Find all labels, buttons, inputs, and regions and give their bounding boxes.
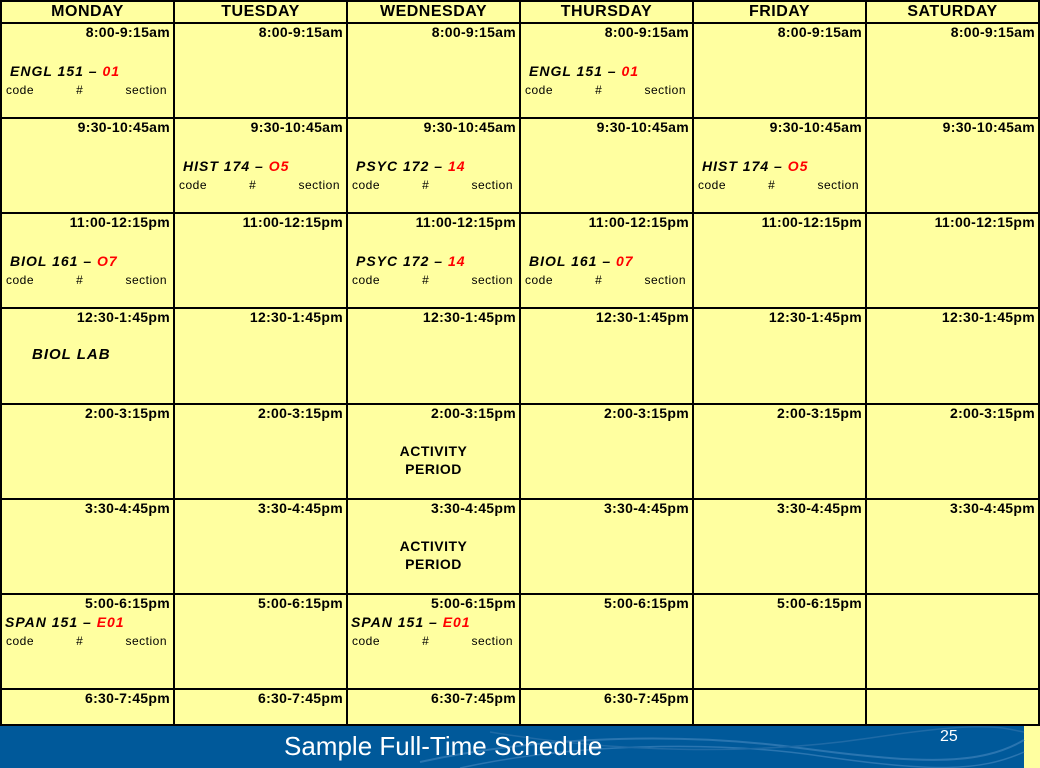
course-field-labels <box>694 174 865 192</box>
schedule-cell-tuesday <box>174 499 347 594</box>
schedule-body <box>1 23 1039 725</box>
schedule-cell-thursday <box>520 404 693 499</box>
schedule-cell-friday <box>693 118 866 213</box>
cell-content <box>348 309 519 402</box>
time-slot-row <box>1 404 1039 499</box>
course-code: HIST 174 <box>702 158 770 175</box>
course-code: ENGL 151 <box>529 63 603 79</box>
cell-content <box>867 309 1038 402</box>
course-section: O7 <box>97 253 118 270</box>
day-header-friday: FRIDAY <box>693 1 866 23</box>
schedule-cell-friday <box>693 23 866 118</box>
schedule-cell-tuesday <box>174 23 347 118</box>
cell-content <box>175 24 346 117</box>
cell-content <box>2 119 173 212</box>
label-code: code <box>525 273 554 288</box>
time-slot: 9:30-10:45am <box>769 119 862 136</box>
label-number: # <box>76 273 84 288</box>
label-code: code <box>352 273 381 288</box>
course-entry: HIST 174 – O5 <box>702 158 809 175</box>
schedule-cell-saturday <box>866 404 1039 499</box>
cell-content <box>694 500 865 593</box>
course-section: E01 <box>442 613 471 630</box>
schedule-cell-tuesday <box>174 689 347 725</box>
schedule-cell-saturday <box>866 499 1039 594</box>
time-slot: 5:00-6:15pm <box>603 594 689 611</box>
time-slot: 9:30-10:45am <box>250 119 343 136</box>
time-slot: 12:30-1:45pm <box>422 309 516 326</box>
cell-content <box>175 500 346 593</box>
time-slot: 5:00-6:15pm <box>430 594 516 611</box>
cell-content <box>521 309 692 402</box>
cell-content <box>2 405 173 498</box>
time-slot: 11:00-12:15pm <box>588 214 689 231</box>
schedule-cell-saturday <box>866 213 1039 308</box>
cell-content <box>348 690 519 724</box>
course-entry: BIOL 161 – 07 <box>529 253 634 270</box>
label-code: code <box>525 83 554 97</box>
time-slot: 2:00-3:15pm <box>949 404 1035 421</box>
day-header-tuesday: TUESDAY <box>174 1 347 23</box>
cell-content <box>867 24 1038 117</box>
course-field-labels <box>2 630 173 648</box>
time-slot: 9:30-10:45am <box>596 119 689 136</box>
cell-content <box>175 309 346 402</box>
course-field-labels <box>2 269 173 287</box>
time-slot: 2:00-3:15pm <box>257 404 343 421</box>
course-entry: SPAN 151 – E01 <box>351 613 471 630</box>
time-slot: 12:30-1:45pm <box>941 309 1035 326</box>
course-code: PSYC 172 <box>356 253 430 270</box>
time-slot-row <box>1 213 1039 308</box>
time-slot: 9:30-10:45am <box>942 119 1035 136</box>
schedule-cell-friday <box>693 213 866 308</box>
cell-content <box>348 24 519 117</box>
cell-content <box>521 24 692 117</box>
course-code: SPAN 151 <box>5 613 79 630</box>
course-field-labels <box>2 79 173 97</box>
course-entry: SPAN 151 – E01 <box>5 613 125 630</box>
time-slot: 8:00-9:15am <box>258 24 343 40</box>
page-number: 25 <box>940 728 958 745</box>
label-section: section <box>298 178 340 193</box>
time-slot: 12:30-1:45pm <box>595 309 689 326</box>
schedule-cell-wednesday <box>347 118 520 213</box>
label-number: # <box>76 633 84 648</box>
time-slot: 6:30-7:45pm <box>603 689 689 706</box>
schedule-cell-friday <box>693 594 866 689</box>
time-slot: 12:30-1:45pm <box>76 309 170 326</box>
footer-title: Sample Full-Time Schedule <box>284 731 603 761</box>
time-slot: 6:30-7:45pm <box>257 689 343 706</box>
course-entry: ENGL 151 – 01 <box>529 63 640 79</box>
time-slot: 11:00-12:15pm <box>242 214 343 231</box>
schedule-cell-saturday <box>866 118 1039 213</box>
cell-content <box>867 405 1038 498</box>
label-code: code <box>179 178 208 193</box>
cell-content <box>694 690 865 724</box>
schedule-cell-saturday <box>866 594 1039 689</box>
cell-content <box>867 500 1038 593</box>
time-slot-row <box>1 594 1039 689</box>
cell-content <box>694 405 865 498</box>
schedule-cell-tuesday <box>174 594 347 689</box>
label-number: # <box>422 633 430 648</box>
schedule-cell-wednesday <box>347 213 520 308</box>
schedule-cell-wednesday <box>347 499 520 594</box>
label-section: section <box>644 83 686 97</box>
label-number: # <box>595 83 603 97</box>
cell-content <box>694 119 865 212</box>
cell-content <box>2 309 173 402</box>
schedule-cell-wednesday <box>347 689 520 725</box>
schedule-cell-monday <box>1 213 174 308</box>
course-field-labels <box>175 174 346 192</box>
time-slot: 12:30-1:45pm <box>249 309 343 326</box>
course-entry: PSYC 172 – 14 <box>356 158 466 175</box>
cell-content <box>175 214 346 307</box>
activity-period <box>348 537 519 573</box>
day-header-saturday: SATURDAY <box>866 1 1039 23</box>
day-header-thursday: THURSDAY <box>520 1 693 23</box>
course-field-labels <box>348 630 519 648</box>
schedule-cell-friday <box>693 404 866 499</box>
time-slot: 11:00-12:15pm <box>415 214 516 231</box>
time-slot: 8:00-9:15am <box>604 24 689 40</box>
cell-content <box>2 690 173 724</box>
label-section: section <box>817 178 859 193</box>
time-slot: 6:30-7:45pm <box>84 689 170 706</box>
course-field-labels <box>521 269 692 287</box>
cell-content <box>867 595 1038 688</box>
time-slot: 3:30-4:45pm <box>776 499 862 516</box>
lab-entry: BIOL LAB <box>32 346 111 364</box>
cell-content <box>175 690 346 724</box>
cell-content <box>867 214 1038 307</box>
footer-bar <box>0 726 1024 768</box>
schedule-cell-thursday <box>520 118 693 213</box>
time-slot-row <box>1 308 1039 403</box>
time-slot-row <box>1 689 1039 725</box>
schedule-cell-monday <box>1 118 174 213</box>
cell-content <box>348 500 519 593</box>
schedule-cell-thursday <box>520 308 693 403</box>
course-code: PSYC 172 <box>356 158 430 175</box>
activity-line: PERIOD <box>405 555 462 572</box>
label-section: section <box>125 83 167 97</box>
label-code: code <box>352 178 381 193</box>
time-slot: 11:00-12:15pm <box>69 214 170 231</box>
time-slot: 6:30-7:45pm <box>430 689 516 706</box>
label-number: # <box>595 273 603 288</box>
schedule-cell-monday <box>1 499 174 594</box>
cell-content <box>521 690 692 724</box>
day-header-row <box>1 1 1039 23</box>
course-field-labels <box>348 269 519 287</box>
cell-content <box>521 595 692 688</box>
label-section: section <box>125 633 167 648</box>
cell-content <box>2 24 173 117</box>
course-field-labels <box>348 174 519 192</box>
time-slot: 11:00-12:15pm <box>761 214 862 231</box>
time-slot: 8:00-9:15am <box>950 24 1035 40</box>
cell-content <box>175 405 346 498</box>
label-code: code <box>352 633 381 648</box>
time-slot: 3:30-4:45pm <box>84 499 170 516</box>
course-section: 07 <box>616 253 634 270</box>
time-slot: 3:30-4:45pm <box>603 499 689 516</box>
label-section: section <box>471 633 513 648</box>
schedule-cell-wednesday <box>347 23 520 118</box>
label-code: code <box>6 273 35 288</box>
time-slot: 2:00-3:15pm <box>603 404 689 421</box>
course-section: 14 <box>447 158 466 175</box>
schedule-cell-thursday <box>520 594 693 689</box>
time-slot-row <box>1 23 1039 118</box>
course-section: 01 <box>102 63 121 79</box>
course-code: SPAN 151 <box>351 613 425 630</box>
schedule-cell-wednesday <box>347 594 520 689</box>
time-slot: 2:00-3:15pm <box>84 404 170 421</box>
schedule-cell-friday <box>693 689 866 725</box>
course-section: 14 <box>447 253 466 270</box>
schedule-cell-tuesday <box>174 118 347 213</box>
activity-line: ACTIVITY <box>399 442 468 459</box>
course-section: 01 <box>621 63 640 79</box>
time-slot: 3:30-4:45pm <box>949 499 1035 516</box>
label-section: section <box>125 273 167 288</box>
cell-content <box>348 595 519 688</box>
day-header-monday: MONDAY <box>1 1 174 23</box>
cell-content <box>175 119 346 212</box>
schedule-cell-monday <box>1 23 174 118</box>
course-entry: BIOL 161 – O7 <box>10 253 118 270</box>
cell-content <box>348 214 519 307</box>
activity-line: PERIOD <box>405 460 462 477</box>
course-section: O5 <box>787 158 809 175</box>
course-field-labels <box>521 79 692 97</box>
activity-line: ACTIVITY <box>399 537 468 554</box>
time-slot: 8:00-9:15am <box>431 24 516 40</box>
cell-content <box>694 595 865 688</box>
schedule-cell-saturday <box>866 23 1039 118</box>
cell-content <box>867 119 1038 212</box>
cell-content <box>521 214 692 307</box>
cell-content <box>175 595 346 688</box>
schedule-cell-thursday <box>520 213 693 308</box>
schedule-cell-thursday <box>520 499 693 594</box>
schedule-cell-friday <box>693 308 866 403</box>
cell-content <box>2 214 173 307</box>
schedule-cell-thursday <box>520 689 693 725</box>
schedule-cell-wednesday <box>347 308 520 403</box>
label-number: # <box>768 178 776 193</box>
course-section: E01 <box>96 613 125 630</box>
course-code: ENGL 151 <box>10 63 84 79</box>
label-section: section <box>471 273 513 288</box>
schedule-cell-tuesday <box>174 308 347 403</box>
cell-content <box>348 405 519 498</box>
schedule-cell-monday <box>1 594 174 689</box>
course-entry: PSYC 172 – 14 <box>356 253 466 270</box>
schedule-cell-monday <box>1 404 174 499</box>
time-slot: 3:30-4:45pm <box>257 499 343 516</box>
label-number: # <box>76 83 84 97</box>
label-number: # <box>422 178 430 193</box>
time-slot-row <box>1 118 1039 213</box>
schedule-cell-saturday <box>866 308 1039 403</box>
schedule-cell-monday <box>1 308 174 403</box>
cell-content <box>2 500 173 593</box>
cell-content <box>867 690 1038 724</box>
course-entry: HIST 174 – O5 <box>183 158 290 175</box>
cell-content <box>2 595 173 688</box>
cell-content <box>348 119 519 212</box>
cell-content <box>521 405 692 498</box>
cell-content <box>521 119 692 212</box>
time-slot: 3:30-4:45pm <box>430 499 516 516</box>
label-code: code <box>6 83 35 97</box>
label-code: code <box>6 633 35 648</box>
cell-content <box>694 214 865 307</box>
schedule-cell-tuesday <box>174 213 347 308</box>
time-slot: 9:30-10:45am <box>77 119 170 136</box>
label-section: section <box>471 178 513 193</box>
time-slot: 12:30-1:45pm <box>768 309 862 326</box>
time-slot: 2:00-3:15pm <box>430 404 516 421</box>
day-header-wednesday: WEDNESDAY <box>347 1 520 23</box>
schedule-cell-wednesday <box>347 404 520 499</box>
label-number: # <box>249 178 257 193</box>
time-slot: 8:00-9:15am <box>85 24 170 40</box>
time-slot: 9:30-10:45am <box>423 119 516 136</box>
course-code: BIOL 161 <box>529 253 598 270</box>
time-slot-row <box>1 499 1039 594</box>
course-code: HIST 174 <box>183 158 251 175</box>
course-code: BIOL 161 <box>10 253 79 270</box>
time-slot: 11:00-12:15pm <box>934 214 1035 231</box>
schedule-cell-friday <box>693 499 866 594</box>
schedule-cell-thursday <box>520 23 693 118</box>
course-section: O5 <box>268 158 290 175</box>
course-entry: ENGL 151 – 01 <box>10 63 121 79</box>
activity-period <box>348 442 519 478</box>
time-slot: 8:00-9:15am <box>777 24 862 40</box>
cell-content <box>521 500 692 593</box>
time-slot: 5:00-6:15pm <box>776 594 862 611</box>
time-slot: 5:00-6:15pm <box>84 594 170 611</box>
time-slot: 2:00-3:15pm <box>776 404 862 421</box>
schedule-cell-monday <box>1 689 174 725</box>
time-slot: 5:00-6:15pm <box>257 594 343 611</box>
schedule-cell-saturday <box>866 689 1039 725</box>
cell-content <box>694 24 865 117</box>
cell-content <box>694 309 865 402</box>
label-number: # <box>422 273 430 288</box>
schedule-cell-tuesday <box>174 404 347 499</box>
label-section: section <box>644 273 686 288</box>
label-code: code <box>698 178 727 193</box>
